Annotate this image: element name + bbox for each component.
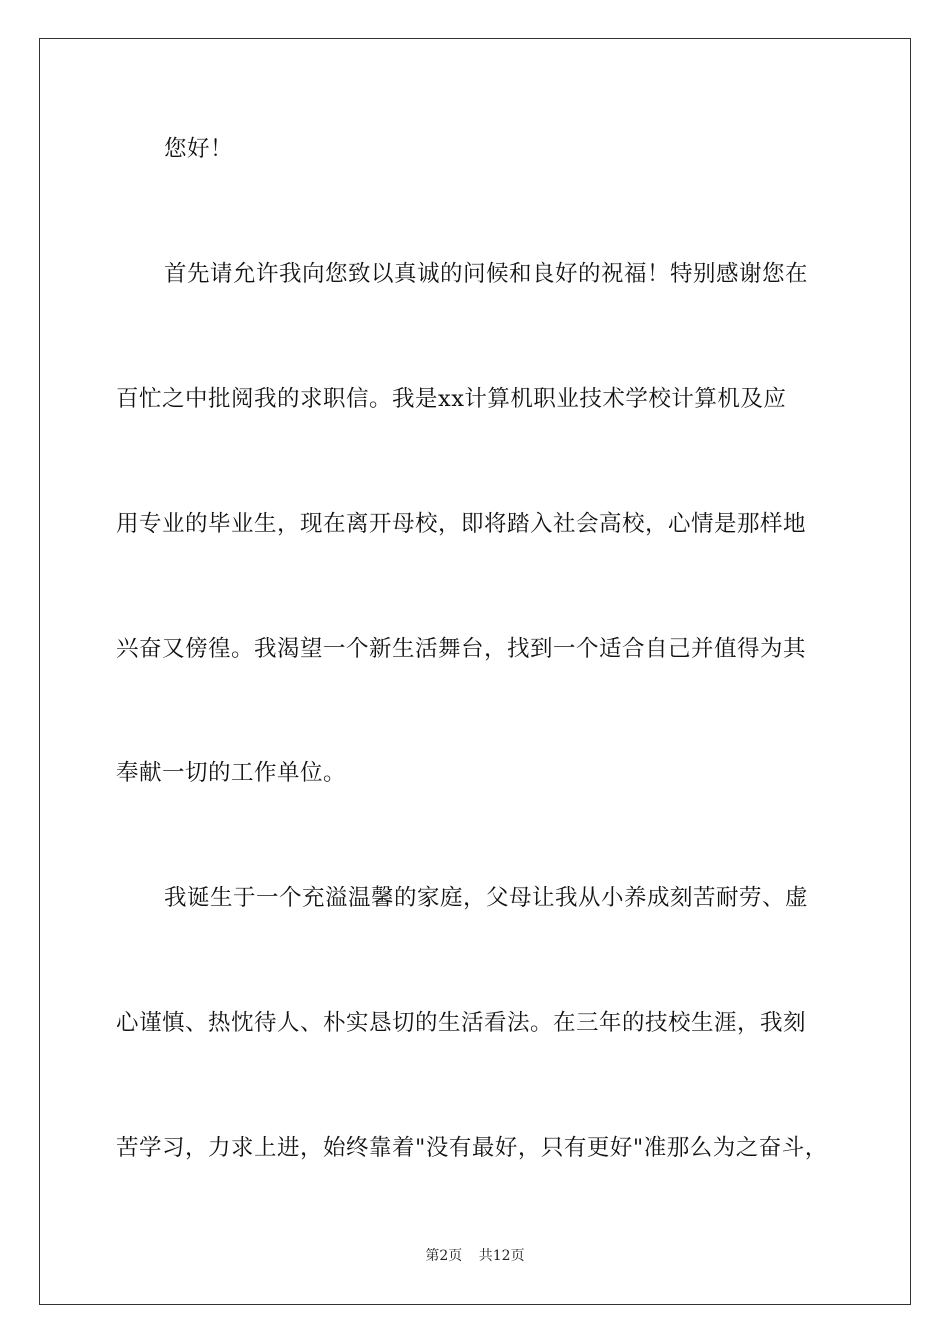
paragraph-line-3: 用专业的毕业生，现在离开母校，即将踏入社会高校，心情是那样地 xyxy=(116,511,807,537)
paragraph-line-2: 百忙之中批阅我的求职信。我是xx计算机职业技术学校计算机及应 xyxy=(116,386,787,412)
greeting-line: 您好！ xyxy=(164,136,234,162)
paragraph-line-7: 心谨慎、热忱待人、朴实恳切的生活看法。在三年的技校生涯，我刻 xyxy=(116,1010,807,1036)
page-border xyxy=(39,38,911,1305)
paragraph-line-8: 苦学习，力求上进，始终靠着"没有最好，只有更好"准那么为之奋斗， xyxy=(116,1135,828,1161)
page-footer xyxy=(0,1247,950,1265)
paragraph-line-5: 奉献一切的工作单位。 xyxy=(116,760,347,786)
paragraph-line-6: 我诞生于一个充溢温馨的家庭，父母让我从小养成刻苦耐劳、虚 xyxy=(164,885,809,911)
paragraph-line-4: 兴奋又傍徨。我渴望一个新生活舞台，找到一个适合自己并值得为其 xyxy=(116,636,807,662)
paragraph-line-1: 首先请允许我向您致以真诚的问候和良好的祝福！特别感谢您在 xyxy=(164,261,809,287)
page-number-total: 共12页 xyxy=(478,1248,525,1264)
page-number-current: 第2页 xyxy=(425,1248,463,1264)
